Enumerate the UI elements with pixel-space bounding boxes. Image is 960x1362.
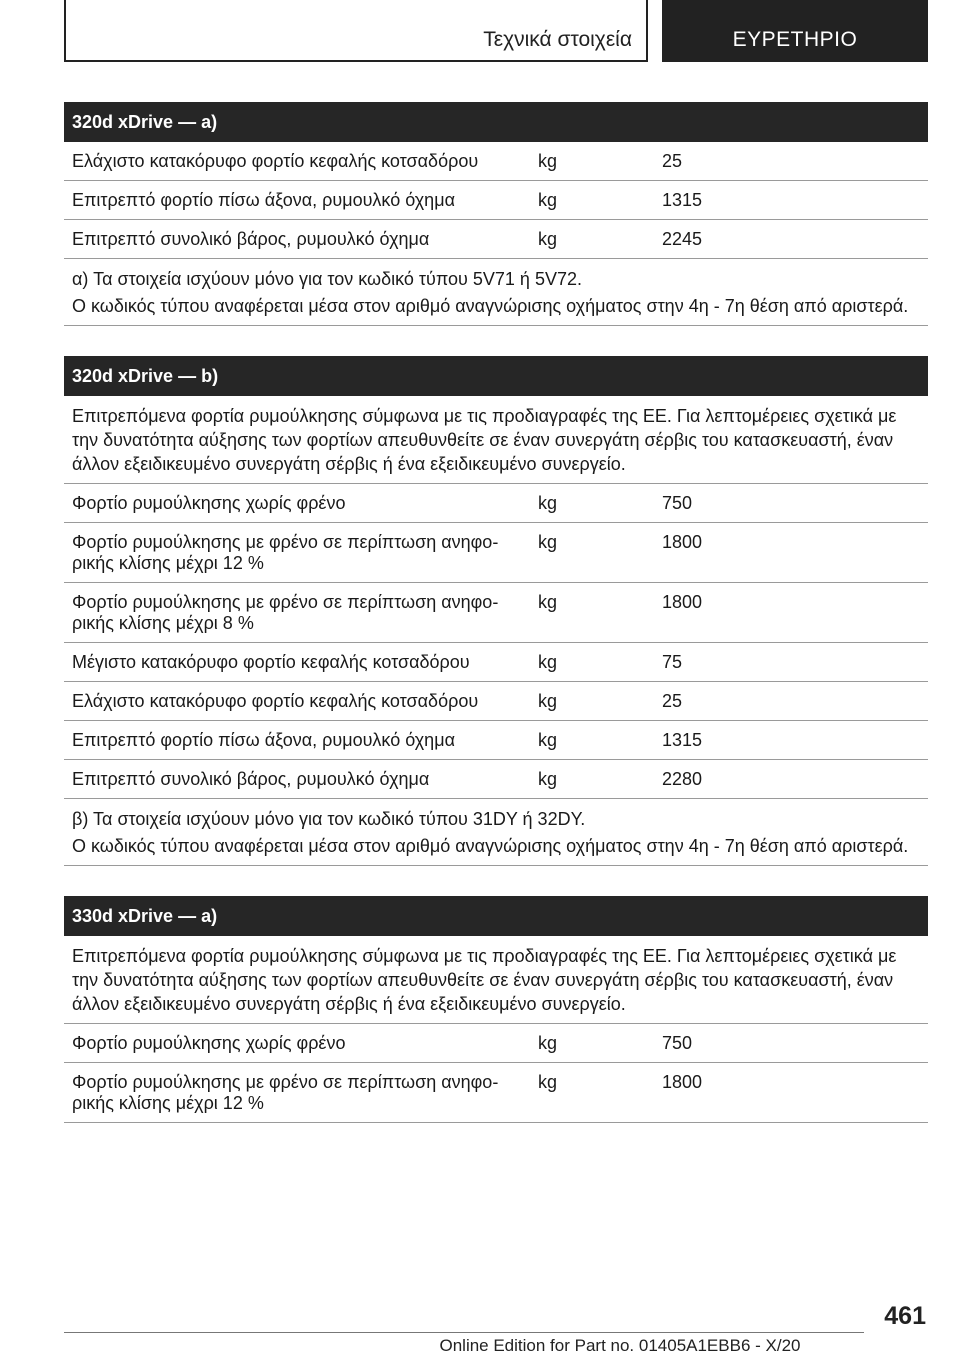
row-unit: kg [538, 151, 558, 171]
row-label: Φορτίο ρυμούλκησης χωρίς φρένο [72, 1033, 346, 1053]
tab-index-label: ΕΥΡΕΤΗΡΙΟ [732, 28, 858, 51]
table-row [64, 583, 928, 643]
footnote-block [64, 259, 928, 326]
row-value: 1315 [662, 730, 703, 750]
row-unit: kg [538, 691, 558, 711]
footer-divider [64, 1332, 864, 1333]
table-row [64, 643, 928, 682]
footnote: β) Τα στοιχεία ισχύουν μόνο για τον κωδικό τύπου 31DY ή 32DY. [72, 809, 586, 829]
row-value: 25 [662, 691, 683, 711]
row-value: 750 [662, 1033, 693, 1053]
page-number: 461 [884, 1302, 926, 1330]
section-320d-a [64, 102, 928, 326]
row-unit: kg [538, 1072, 558, 1092]
row-unit: kg [538, 769, 558, 789]
row-label: Επιτρεπτό φορτίο πίσω άξονα, ρυμουλκό όχημα [72, 730, 455, 750]
table-row [64, 721, 928, 760]
table-row [64, 181, 928, 220]
row-unit: kg [538, 592, 558, 612]
row-value: 2280 [662, 769, 703, 789]
row-unit: kg [538, 730, 558, 750]
row-unit: kg [538, 190, 558, 210]
footnote: α) Τα στοιχεία ισχύουν μόνο για τον κωδικό τύπου 5V71 ή 5V72. [72, 269, 582, 289]
section-intro [64, 396, 928, 484]
row-label: Επιτρεπτό φορτίο πίσω άξονα, ρυμουλκό όχημα [72, 190, 455, 210]
section-title: 330d xDrive — a) [64, 896, 928, 936]
row-label: Φορτίο ρυμούλκησης με φρένο σε περίπτωση ανηφορικής κλίσης μέχρι 8 % [72, 592, 499, 633]
table-row [64, 142, 928, 181]
intro-text: Επιτρεπόμενα φορτία ρυμούλκησης σύμφωνα με τις προδιαγραφές της ΕΕ. Για λεπτομέρειες σχετικά με την δυνατότητα αύξησης των φορτίων απευθυνθείτε σε έναν συνεργάτη σέρβις του κατασκευαστή, έναν άλλον εξειδικευμένο συνεργάτη σέρβις ή ένα εξειδικευμένο συνεργείο. [72, 946, 897, 1014]
section-intro [64, 936, 928, 1024]
table-row [64, 220, 928, 259]
row-unit: kg [538, 652, 558, 672]
table-row [64, 484, 928, 523]
row-label: Ελάχιστο κατακόρυφο φορτίο κεφαλής κοτσαδόρου [72, 691, 479, 711]
row-value: 750 [662, 493, 693, 513]
section-title: 320d xDrive — b) [64, 356, 928, 396]
intro-text: Επιτρεπόμενα φορτία ρυμούλκησης σύμφωνα με τις προδιαγραφές της ΕΕ. Για λεπτομέρειες σχετικά με την δυνατότητα αύξησης των φορτίων απευθυνθείτε σε έναν συνεργάτη σέρβις του κατασκευαστή, έναν άλλον εξειδικευμένο συνεργάτη σέρβις ή ένα εξειδικευμένο συνεργείο. [72, 406, 897, 474]
table-row [64, 760, 928, 799]
row-value: 1800 [662, 1072, 703, 1092]
footnote-detail: Ο κωδικός τύπου αναφέρεται μέσα στον αριθμό αναγνώρισης οχήματος στην 4η - 7η θέση από αριστερά. [72, 836, 909, 856]
row-value: 75 [662, 652, 683, 672]
row-label: Επιτρεπτό συνολικό βάρος, ρυμουλκό όχημα [72, 229, 430, 249]
table-row [64, 523, 928, 583]
section-330d-a [64, 896, 928, 1123]
row-value: 25 [662, 151, 683, 171]
tab-technical-data-label: Τεχνικά στοιχεία [483, 28, 632, 51]
section-title: 320d xDrive — a) [64, 102, 928, 142]
row-unit: kg [538, 229, 558, 249]
row-label: Ελάχιστο κατακόρυφο φορτίο κεφαλής κοτσαδόρου [72, 151, 479, 171]
footnote-block [64, 799, 928, 866]
row-value: 1800 [662, 592, 703, 612]
table-row [64, 682, 928, 721]
footnote-detail: Ο κωδικός τύπου αναφέρεται μέσα στον αριθμό αναγνώρισης οχήματος στην 4η - 7η θέση από αριστερά. [72, 296, 909, 316]
row-label: Επιτρεπτό συνολικό βάρος, ρυμουλκό όχημα [72, 769, 430, 789]
table-row [64, 1024, 928, 1063]
row-value: 1315 [662, 190, 703, 210]
tab-index[interactable] [662, 0, 928, 62]
row-value: 2245 [662, 229, 703, 249]
row-unit: kg [538, 493, 558, 513]
footer-edition: Online Edition for Part no. 01405A1EBB6 - X/20 [439, 1336, 801, 1355]
row-value: 1800 [662, 532, 703, 552]
tab-technical-data[interactable] [64, 0, 648, 62]
row-label: Φορτίο ρυμούλκησης με φρένο σε περίπτωση ανηφορικής κλίσης μέχρι 12 % [72, 532, 499, 573]
top-navigation [64, 0, 928, 64]
section-320d-b [64, 356, 928, 866]
page-content [64, 102, 928, 1153]
row-label: Μέγιστο κατακόρυφο φορτίο κεφαλής κοτσαδόρου [72, 652, 470, 672]
table-row [64, 1063, 928, 1123]
row-unit: kg [538, 532, 558, 552]
row-label: Φορτίο ρυμούλκησης με φρένο σε περίπτωση ανηφορικής κλίσης μέχρι 12 % [72, 1072, 499, 1113]
row-unit: kg [538, 1033, 558, 1053]
row-label: Φορτίο ρυμούλκησης χωρίς φρένο [72, 493, 346, 513]
